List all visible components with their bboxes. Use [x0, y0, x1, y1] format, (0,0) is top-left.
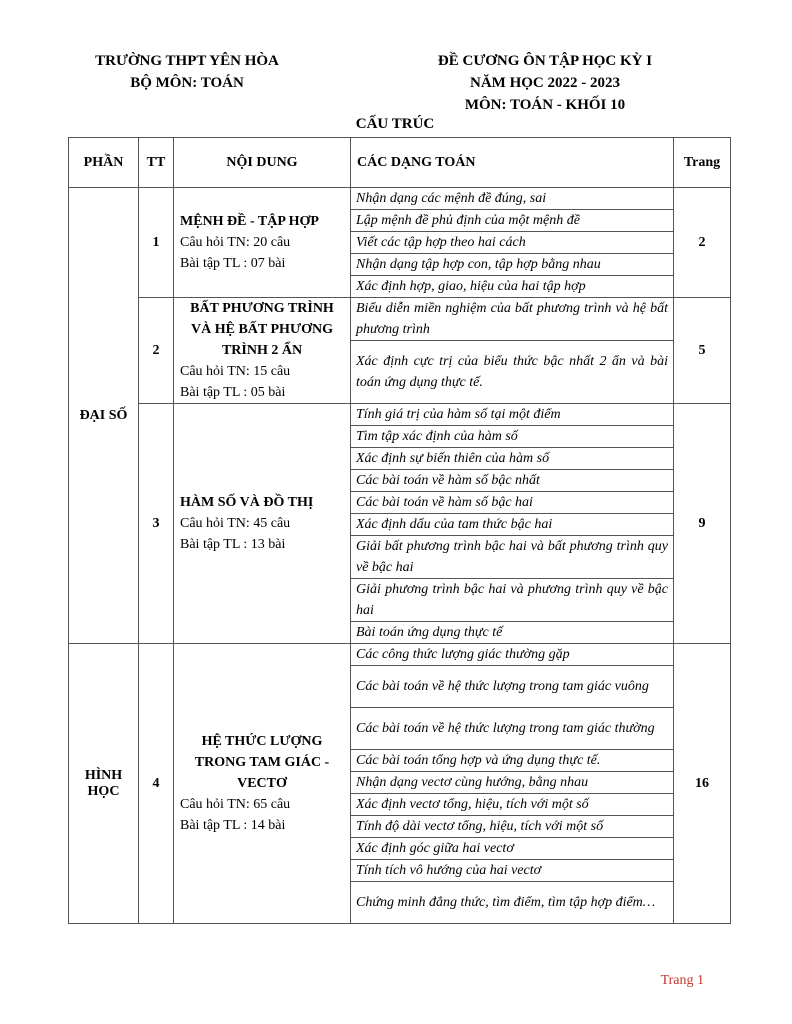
part-algebra: ĐẠI SỐ [69, 188, 139, 644]
form-item: Chứng minh đẳng thức, tìm điểm, tìm tập hợp điểm… [351, 882, 674, 924]
form-item: Các bài toán về hệ thức lượng trong tam giác thường [351, 708, 674, 750]
topic-tn: Câu hỏi TN: 20 câu [180, 235, 291, 250]
school-year: NĂM HỌC 2022 - 2023 [470, 75, 620, 91]
school-name: TRƯỜNG THPT YÊN HÒA [95, 53, 279, 69]
form-item: Giải bất phương trình bậc hai và bất phương trình quy về bậc hai [351, 536, 674, 579]
topic-number: 2 [139, 298, 174, 404]
document-title: ĐỀ CƯƠNG ÔN TẬP HỌC KỲ I [437, 53, 653, 69]
form-item: Các bài toán về hàm số bậc nhất [351, 470, 674, 492]
form-item: Xác định góc giữa hai vectơ [351, 838, 674, 860]
topic-content [174, 298, 351, 404]
topic-tl: Bài tập TL : 07 bài [180, 256, 286, 271]
form-item: Bài toán ứng dụng thực tế [351, 622, 674, 644]
topic-title: BẤT PHƯƠNG TRÌNH VÀ HỆ BẤT PHƯƠNG TRÌNH 2 ẨN [190, 301, 334, 358]
header-tt: TT [139, 138, 174, 188]
topic-title: MỆNH ĐỀ - TẬP HỢP [180, 214, 319, 229]
form-item: Các bài toán về hàm số bậc hai [351, 492, 674, 514]
form-item: Xác định vectơ tổng, hiệu, tích với một số [351, 794, 674, 816]
table-row [69, 188, 731, 210]
form-item: Xác định hợp, giao, hiệu của hai tập hợp [351, 276, 674, 298]
subject-grade: MÔN: TOÁN - KHỐI 10 [464, 97, 626, 113]
topic-title: HỆ THỨC LƯỢNG TRONG TAM GIÁC - VECTƠ [194, 734, 330, 791]
form-item: Các bài toán về hệ thức lượng trong tam giác vuông [351, 666, 674, 708]
department-name: BỘ MÔN: TOÁN [130, 75, 244, 91]
form-item: Tìm tập xác định của hàm số [351, 426, 674, 448]
form-item: Xác định cực trị của biểu thức bậc nhất 2 ẩn và bài toán ứng dụng thực tế. [351, 341, 674, 404]
topic-content [174, 644, 351, 924]
form-item: Xác định sự biến thiên của hàm số [351, 448, 674, 470]
table-row [69, 644, 731, 666]
form-item: Xác định dấu của tam thức bậc hai [351, 514, 674, 536]
topic-content [174, 404, 351, 644]
topic-page: 9 [674, 404, 731, 644]
header-right [400, 50, 690, 116]
table-row [69, 404, 731, 426]
topic-tn: Câu hỏi TN: 45 câu [180, 516, 291, 531]
page-number: Trang 1 [660, 973, 704, 988]
form-item: Tính độ dài vectơ tổng, hiệu, tích với một số [351, 816, 674, 838]
form-item: Biểu diễn miền nghiệm của bất phương trình và hệ bất phương trình [351, 298, 674, 341]
form-item: Các công thức lượng giác thường gặp [351, 644, 674, 666]
topic-content [174, 188, 351, 298]
topic-title: HÀM SỐ VÀ ĐỒ THỊ [180, 495, 314, 510]
topic-tl: Bài tập TL : 14 bài [180, 818, 286, 833]
topic-number: 4 [139, 644, 174, 924]
table-header-row [69, 138, 731, 188]
form-item: Viết các tập hợp theo hai cách [351, 232, 674, 254]
topic-number: 1 [139, 188, 174, 298]
header-trang: Trang [674, 138, 731, 188]
header-dang-toan: CÁC DẠNG TOÁN [351, 138, 674, 188]
header-phan: PHẦN [69, 138, 139, 188]
form-item: Nhận dạng tập hợp con, tập hợp bằng nhau [351, 254, 674, 276]
table-row [69, 298, 731, 341]
form-item: Tính tích vô hướng của hai vectơ [351, 860, 674, 882]
topic-tn: Câu hỏi TN: 65 câu [180, 797, 291, 812]
form-item: Giải phương trình bậc hai và phương trình quy về bậc hai [351, 579, 674, 622]
structure-title: CẤU TRÚC [355, 116, 435, 132]
topic-tl: Bài tập TL : 05 bài [180, 385, 286, 400]
structure-table [68, 137, 731, 924]
form-item: Tính giá trị của hàm số tại một điểm [351, 404, 674, 426]
form-item: Nhận dạng vectơ cùng hướng, bằng nhau [351, 772, 674, 794]
form-item: Lập mệnh đề phủ định của một mệnh đề [351, 210, 674, 232]
topic-page: 16 [674, 644, 731, 924]
header-left [62, 50, 312, 94]
topic-page: 2 [674, 188, 731, 298]
part-geometry: HÌNH HỌC [69, 644, 139, 924]
topic-number: 3 [139, 404, 174, 644]
topic-page: 5 [674, 298, 731, 404]
topic-tn: Câu hỏi TN: 15 câu [180, 364, 291, 379]
form-item: Các bài toán tổng hợp và ứng dụng thực tế. [351, 750, 674, 772]
form-item: Nhận dạng các mệnh đề đúng, sai [351, 188, 674, 210]
header-noi-dung: NỘI DUNG [174, 138, 351, 188]
topic-tl: Bài tập TL : 13 bài [180, 537, 286, 552]
